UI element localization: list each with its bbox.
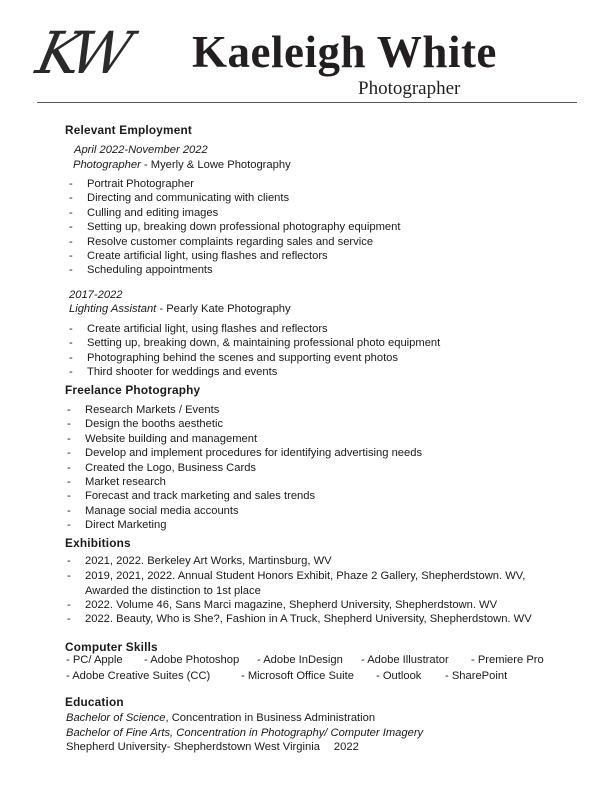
section-heading-employment: Relevant Employment [65, 123, 193, 137]
job1-duties [69, 177, 400, 278]
list-item: - Website building and management [67, 432, 422, 446]
skill-item: - Adobe Photoshop [144, 654, 240, 666]
job2-title-line [69, 302, 291, 316]
section-heading-freelance: Freelance Photography [65, 383, 201, 397]
job2-title: Lighting Assistant [69, 303, 157, 315]
skill-item: - Adobe Illustrator [361, 654, 449, 666]
section-heading-education: Education [65, 695, 124, 709]
list-item: - Create artificial light, using flashes and reflectors [69, 322, 440, 336]
candidate-name: Kaeleigh White [192, 27, 497, 77]
list-item: - Market research [67, 475, 422, 489]
list-item: - Direct Marketing [67, 518, 422, 532]
graduation-year: 2022 [333, 741, 359, 753]
list-item: - Directing and communicating with clients [69, 191, 400, 205]
skills-row-2 [66, 670, 507, 682]
skill-item: - Outlook [376, 670, 422, 682]
job1-title-line [73, 158, 291, 172]
freelance-list [67, 403, 422, 533]
job1-dates: April 2022-November 2022 [74, 144, 208, 156]
exhibition-item: - 2021, 2022. Berkeley Art Works, Martinsburg, WV [67, 555, 332, 567]
monogram-logo: KW [30, 19, 131, 87]
exhibition-item: - 2022. Volume 46, Sans Marci magazine, Shepherd University, Shepherdstown. WV [67, 599, 498, 611]
list-item: - Portrait Photographer [69, 177, 400, 191]
exhibition-item: - 2019, 2021, 2022. Annual Student Honors Exhibit, Phaze 2 Gallery, Shepherdstown. WV, [67, 570, 526, 582]
job2-dates: 2017-2022 [69, 289, 123, 301]
list-item: - Third shooter for weddings and events [69, 365, 440, 379]
section-heading-exhibitions: Exhibitions [65, 536, 131, 550]
list-item: - Forecast and track marketing and sales trends [67, 489, 422, 503]
section-heading-skills: Computer Skills [65, 640, 158, 654]
candidate-role: Photographer [358, 78, 461, 99]
list-item: - Culling and editing images [69, 206, 400, 220]
list-item: - Photographing behind the scenes and supporting event photos [69, 351, 440, 365]
list-item: - Create artificial light, using flashes and reflectors [69, 249, 400, 263]
list-item: - Setting up, breaking down, & maintaining professional photo equipment [69, 336, 440, 350]
list-item: - Develop and implement procedures for identifying advertising needs [67, 446, 422, 460]
skill-item: - PC/ Apple [66, 654, 123, 666]
skill-item: - SharePoint [445, 670, 508, 682]
exhibition-item-continued: Awarded the distinction to 1st place [85, 585, 261, 597]
exhibition-item: - 2022. Beauty, Who is She?, Fashion in A Truck, Shepherd University, Shepherdstown. WV [67, 613, 532, 625]
list-item: - Research Markets / Events [67, 403, 422, 417]
skill-item: - Adobe Creative Suites (CC) [66, 670, 211, 682]
job1-title: Photographer [73, 159, 141, 171]
skill-item: - Premiere Pro [471, 654, 544, 666]
school-name: Shepherd University- Shepherdstown West Virginia [66, 741, 320, 753]
school-line [66, 740, 359, 754]
degree-1: Bachelor of Science, Concentration in Business Administration [66, 712, 376, 724]
list-item: - Manage social media accounts [67, 504, 422, 518]
job2-duties [69, 322, 440, 380]
skill-item: - Adobe InDesign [257, 654, 343, 666]
list-item: - Scheduling appointments [69, 263, 400, 277]
job2-company: - Pearly Kate Photography [156, 303, 291, 315]
list-item: - Resolve customer complaints regarding sales and service [69, 235, 400, 249]
skills-row-1 [66, 654, 544, 666]
list-item: - Design the booths aesthetic [67, 417, 422, 431]
list-item: - Setting up, breaking down professional photography equipment [69, 220, 400, 234]
job1-company: - Myerly & Lowe Photography [140, 159, 291, 171]
list-item: - Created the Logo, Business Cards [67, 461, 422, 475]
degree-2: Bachelor of Fine Arts, Concentration in Photography/ Computer Imagery [66, 727, 424, 739]
skill-item: - Microsoft Office Suite [241, 670, 354, 682]
